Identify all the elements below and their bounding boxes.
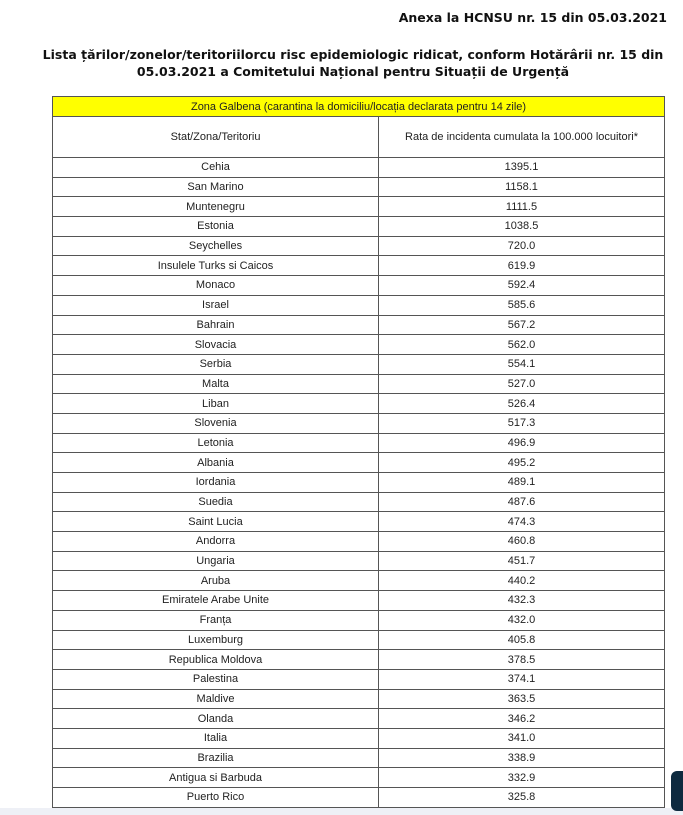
country-cell: Antigua si Barbuda <box>53 768 379 788</box>
country-cell: San Marino <box>53 177 379 197</box>
rate-cell: 374.1 <box>379 669 665 689</box>
table-row <box>53 158 665 178</box>
zone-header-row <box>53 97 665 117</box>
rate-cell: 451.7 <box>379 551 665 571</box>
rate-cell: 440.2 <box>379 571 665 591</box>
rate-cell: 432.0 <box>379 610 665 630</box>
country-cell: Cehia <box>53 158 379 178</box>
country-cell: Slovacia <box>53 335 379 355</box>
rate-cell: 363.5 <box>379 689 665 709</box>
rate-cell: 325.8 <box>379 788 665 808</box>
rate-cell: 495.2 <box>379 453 665 473</box>
table-row <box>53 197 665 217</box>
country-cell: Estonia <box>53 217 379 237</box>
country-cell: Andorra <box>53 532 379 552</box>
table-row <box>53 709 665 729</box>
title-line-1: Lista țărilor/zonelor/teritoriilorcu risc epidemiologic ridicat, conform Hotărârii nr. 15 din <box>42 47 664 62</box>
table-row <box>53 630 665 650</box>
rate-cell: 527.0 <box>379 374 665 394</box>
rate-cell: 487.6 <box>379 492 665 512</box>
column-header-rate: Rata de incidenta cumulata la 100.000 locuitori* <box>379 117 665 158</box>
country-cell: Israel <box>53 295 379 315</box>
rate-cell: 460.8 <box>379 532 665 552</box>
rate-cell: 592.4 <box>379 276 665 296</box>
country-cell: Suedia <box>53 492 379 512</box>
table-row <box>53 512 665 532</box>
country-cell: Ungaria <box>53 551 379 571</box>
table-row <box>53 256 665 276</box>
rate-cell: 341.0 <box>379 728 665 748</box>
table-row <box>53 689 665 709</box>
rate-cell: 1158.1 <box>379 177 665 197</box>
table-row <box>53 492 665 512</box>
country-cell: Slovenia <box>53 413 379 433</box>
country-cell: Luxemburg <box>53 630 379 650</box>
country-cell: Iordania <box>53 473 379 493</box>
country-cell: Seychelles <box>53 236 379 256</box>
rate-cell: 585.6 <box>379 295 665 315</box>
rate-cell: 517.3 <box>379 413 665 433</box>
country-cell: Puerto Rico <box>53 788 379 808</box>
table-row <box>53 354 665 374</box>
country-cell: Bahrain <box>53 315 379 335</box>
viewer-bottom-bar <box>0 808 683 815</box>
table-row <box>53 315 665 335</box>
risk-countries-table <box>52 96 665 808</box>
rate-cell: 554.1 <box>379 354 665 374</box>
table-row <box>53 571 665 591</box>
rate-cell: 720.0 <box>379 236 665 256</box>
country-cell: Brazilia <box>53 748 379 768</box>
rate-cell: 526.4 <box>379 394 665 414</box>
country-cell: Insulele Turks si Caicos <box>53 256 379 276</box>
rate-cell: 1395.1 <box>379 158 665 178</box>
country-cell: Maldive <box>53 689 379 709</box>
table-row <box>53 650 665 670</box>
table-row <box>53 669 665 689</box>
country-cell: Republica Moldova <box>53 650 379 670</box>
country-cell: Palestina <box>53 669 379 689</box>
table-row <box>53 177 665 197</box>
table-row <box>53 335 665 355</box>
table-row <box>53 610 665 630</box>
country-cell: Malta <box>53 374 379 394</box>
table-row <box>53 413 665 433</box>
country-cell: Muntenegru <box>53 197 379 217</box>
table-row <box>53 453 665 473</box>
column-header-country: Stat/Zona/Teritoriu <box>53 117 379 158</box>
rate-cell: 346.2 <box>379 709 665 729</box>
rate-cell: 474.3 <box>379 512 665 532</box>
title-line-2: 05.03.2021 a Comitetului Național pentru Situații de Urgență <box>136 64 570 79</box>
table-row <box>53 788 665 808</box>
rate-cell: 489.1 <box>379 473 665 493</box>
rate-cell: 405.8 <box>379 630 665 650</box>
rate-cell: 378.5 <box>379 650 665 670</box>
table-row <box>53 217 665 237</box>
zone-label: Zona Galbena (carantina la domiciliu/locația declarata pentru 14 zile) <box>53 97 665 117</box>
country-cell: Liban <box>53 394 379 414</box>
country-cell: Monaco <box>53 276 379 296</box>
rate-cell: 619.9 <box>379 256 665 276</box>
table-row <box>53 236 665 256</box>
side-panel-tab[interactable] <box>671 771 683 811</box>
rate-cell: 1111.5 <box>379 197 665 217</box>
table-row <box>53 374 665 394</box>
table-row <box>53 591 665 611</box>
country-cell: Saint Lucia <box>53 512 379 532</box>
rate-cell: 562.0 <box>379 335 665 355</box>
table-row <box>53 433 665 453</box>
table-row <box>53 532 665 552</box>
rate-cell: 1038.5 <box>379 217 665 237</box>
table-row <box>53 276 665 296</box>
country-cell: Aruba <box>53 571 379 591</box>
table-row <box>53 748 665 768</box>
table-row <box>53 473 665 493</box>
rate-cell: 432.3 <box>379 591 665 611</box>
document-title <box>30 46 676 80</box>
rate-cell: 332.9 <box>379 768 665 788</box>
annex-heading: Anexa la HCNSU nr. 15 din 05.03.2021 <box>398 10 667 25</box>
country-cell: Olanda <box>53 709 379 729</box>
table-row <box>53 394 665 414</box>
country-cell: Serbia <box>53 354 379 374</box>
country-cell: Italia <box>53 728 379 748</box>
country-cell: Emiratele Arabe Unite <box>53 591 379 611</box>
table-row <box>53 551 665 571</box>
table-row <box>53 295 665 315</box>
table-row <box>53 728 665 748</box>
country-cell: Albania <box>53 453 379 473</box>
column-header-row <box>53 117 665 158</box>
table-row <box>53 768 665 788</box>
rate-cell: 496.9 <box>379 433 665 453</box>
country-cell: Franța <box>53 610 379 630</box>
rate-cell: 338.9 <box>379 748 665 768</box>
rate-cell: 567.2 <box>379 315 665 335</box>
country-cell: Letonia <box>53 433 379 453</box>
